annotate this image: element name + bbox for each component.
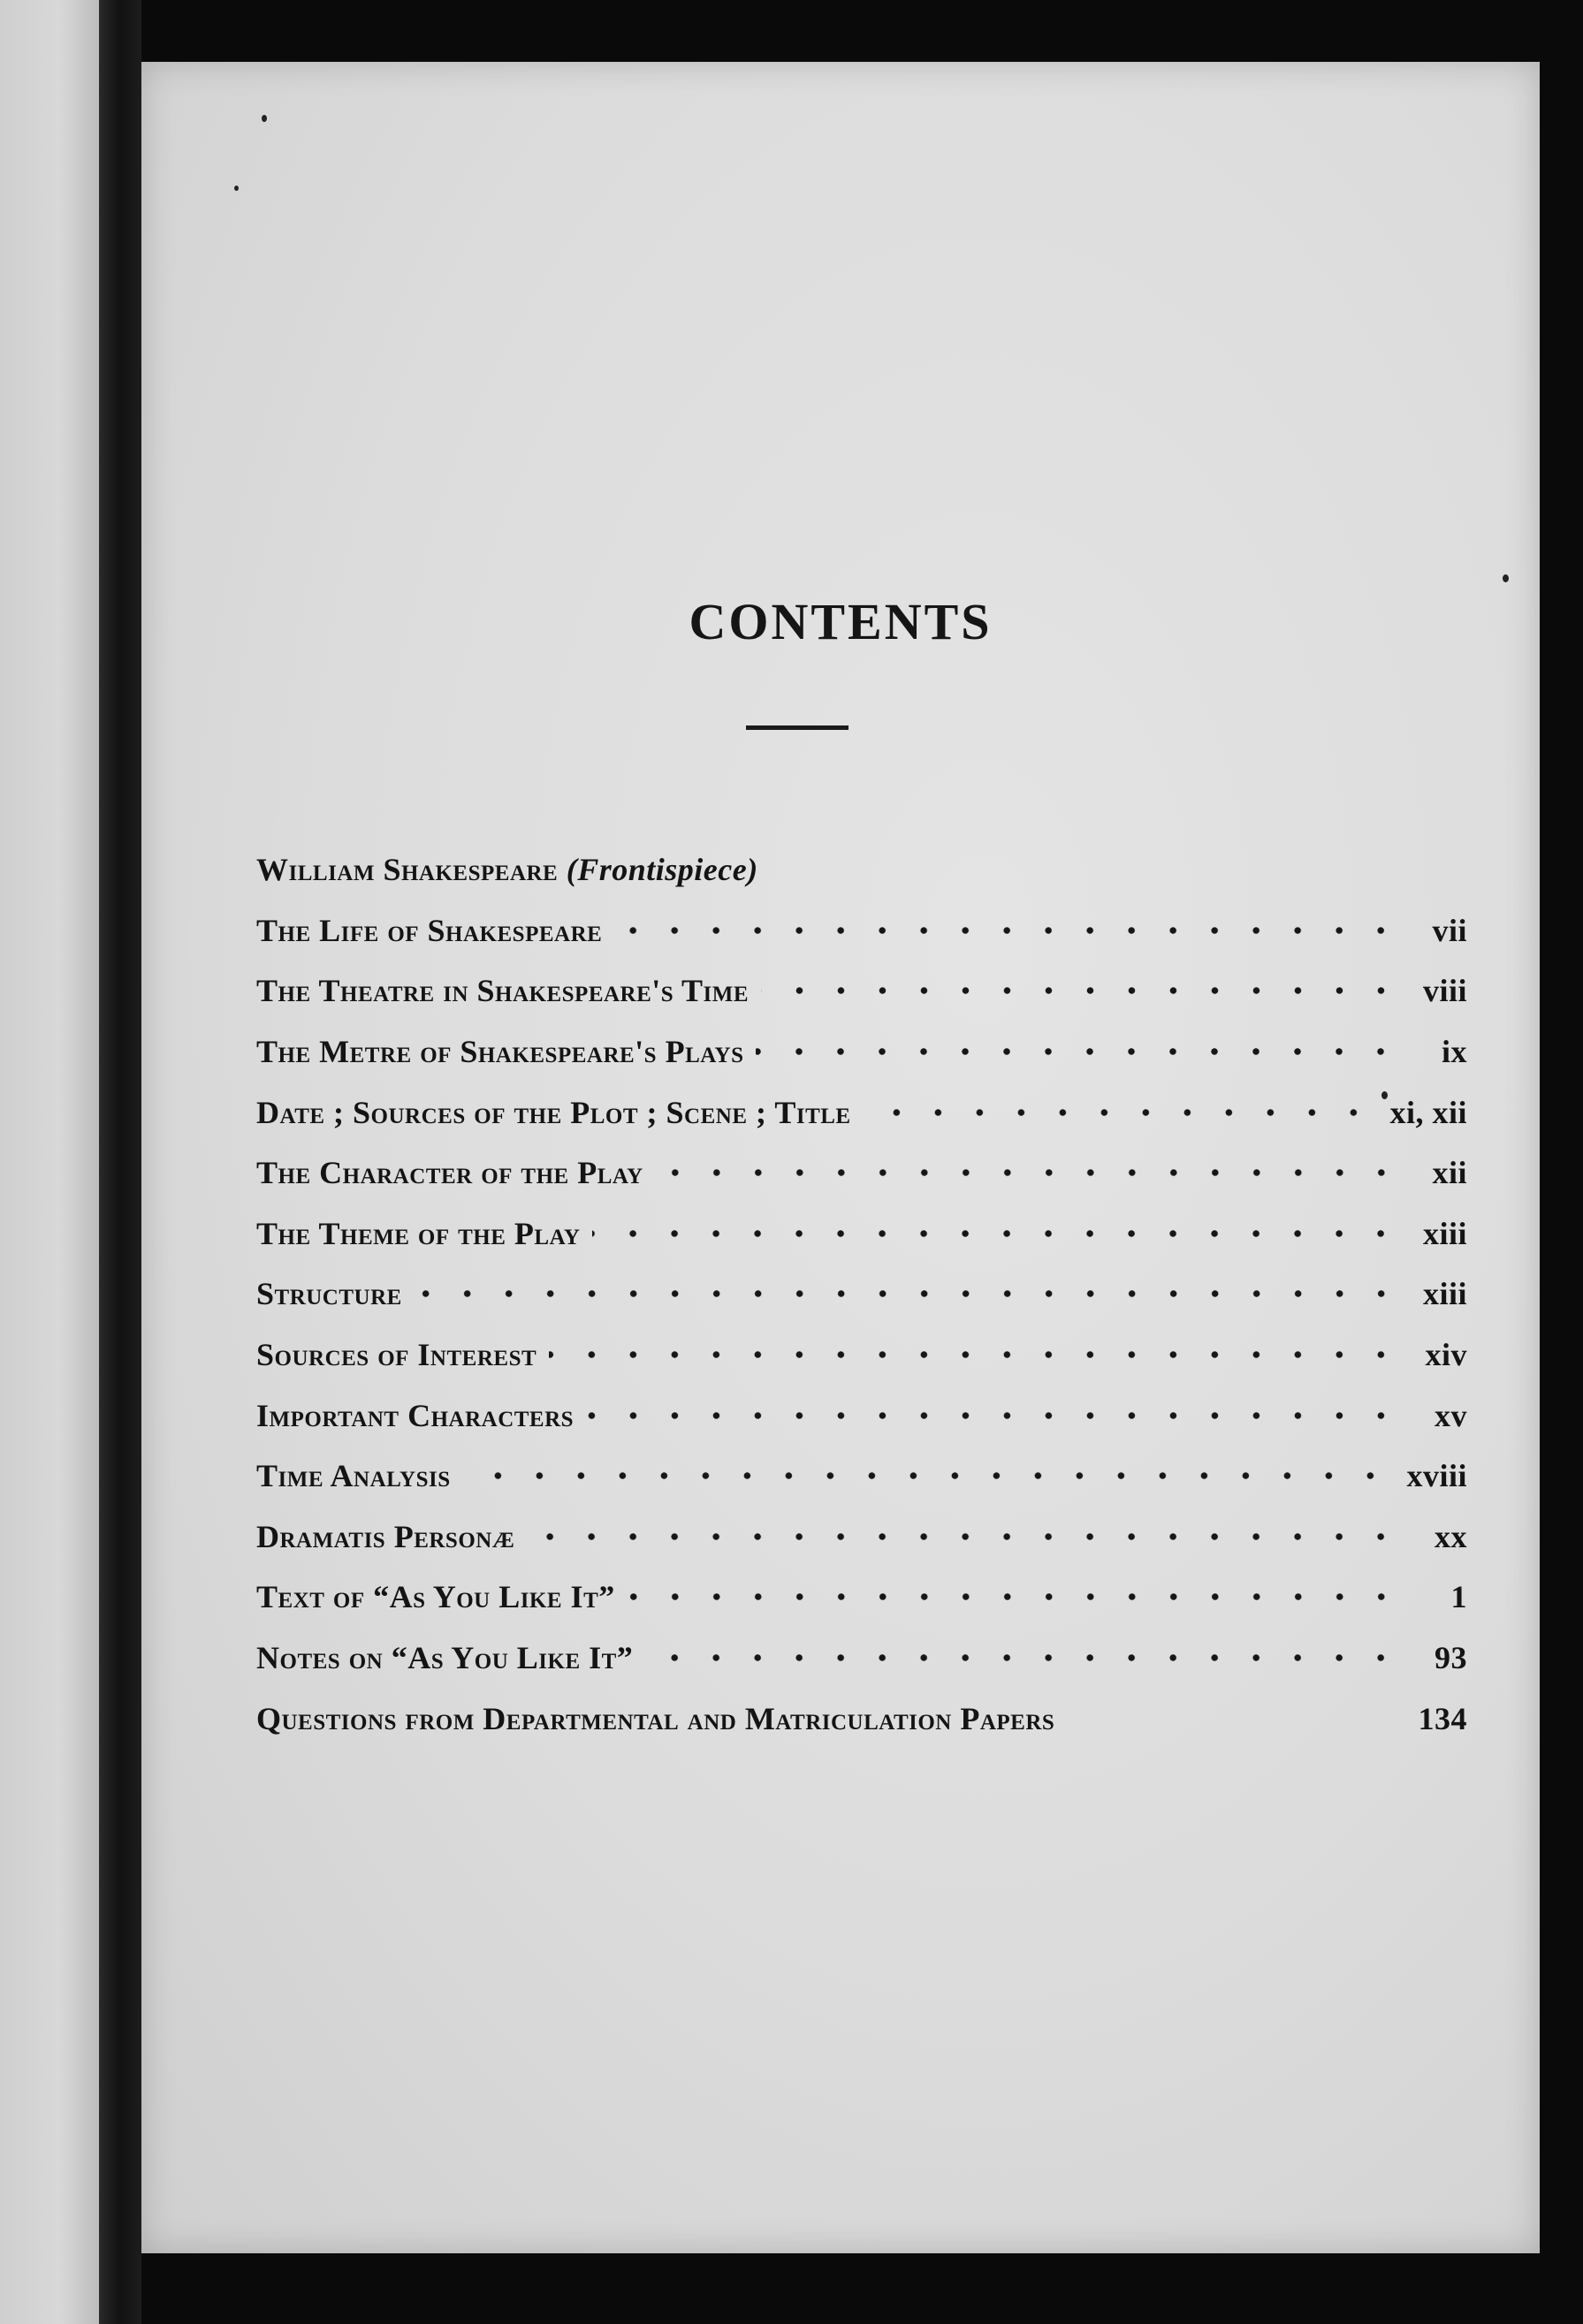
toc-entry-title: Important Characters — [256, 1397, 575, 1433]
toc-page-number: xii — [1432, 1155, 1467, 1191]
toc-page-number: xiii — [1422, 1276, 1467, 1312]
toc-page-number: 134 — [1418, 1700, 1467, 1736]
dot-leader — [656, 1157, 1402, 1189]
scan-border-right — [1540, 0, 1583, 2324]
dot-leader — [415, 1278, 1402, 1310]
toc-page-number: xi, xii — [1389, 1094, 1467, 1130]
toc-page-number: viii — [1422, 973, 1467, 1009]
toc-page-number: xiii — [1422, 1215, 1467, 1251]
dot-leader — [864, 1097, 1374, 1128]
toc-entry — [256, 1264, 1467, 1325]
dot-leader — [527, 1521, 1402, 1553]
scan-speck — [234, 186, 239, 191]
contents-list — [256, 839, 1467, 1749]
toc-entry-title: The Metre of Shakespeare's Plays — [256, 1034, 744, 1070]
toc-entry — [256, 1628, 1467, 1689]
toc-page-number: vii — [1432, 912, 1467, 948]
scan-border-bottom — [141, 2253, 1583, 2324]
dot-leader — [592, 1218, 1402, 1249]
toc-entry-title: Text of “As You Like It” — [256, 1579, 615, 1615]
toc-entry-title: Time Analysis — [256, 1458, 451, 1494]
scan-speck — [262, 115, 267, 122]
toc-entry — [256, 1446, 1467, 1507]
dot-leader — [463, 1460, 1391, 1492]
toc-entry — [256, 1143, 1467, 1204]
toc-entry-title: Notes on “As You Like It” — [256, 1640, 634, 1676]
toc-page-number: xviii — [1406, 1458, 1467, 1494]
dot-leader — [1067, 1703, 1402, 1735]
contents-page — [141, 62, 1540, 2253]
toc-page-number: xx — [1435, 1518, 1467, 1554]
dot-leader — [586, 1400, 1402, 1432]
toc-entry — [256, 1325, 1467, 1386]
dot-leader — [549, 1339, 1402, 1371]
toc-page-number: xiv — [1425, 1337, 1467, 1373]
toc-entry-title-text: William Shakespeare — [256, 852, 559, 888]
toc-entry-title: The Theme of the Play — [256, 1215, 581, 1251]
toc-entry-note: (Frontispiece) — [566, 852, 758, 888]
page-title: CONTENTS — [689, 593, 993, 650]
dot-leader — [614, 915, 1402, 946]
dot-leader — [761, 975, 1402, 1006]
dot-leader — [756, 1036, 1402, 1067]
toc-entry — [256, 1385, 1467, 1446]
toc-entry-title: Date ; Sources of the Plot ; Scene ; Title — [256, 1094, 851, 1130]
toc-entry-title: Sources of Interest — [256, 1337, 537, 1373]
toc-entry — [256, 1021, 1467, 1082]
dot-leader — [628, 1581, 1402, 1613]
toc-entry — [256, 1567, 1467, 1628]
toc-page-number: 1 — [1450, 1579, 1467, 1615]
toc-page-number: xv — [1435, 1397, 1467, 1433]
binding-gutter — [99, 0, 141, 2324]
toc-entry-title: The Theatre in Shakespeare's Time — [256, 973, 750, 1009]
toc-entry — [256, 839, 1467, 900]
toc-entry-title: The Life of Shakespeare — [256, 912, 603, 948]
toc-entry — [256, 1688, 1467, 1749]
toc-entry-title: Dramatis Personæ — [256, 1518, 515, 1554]
facing-page-edge — [0, 0, 99, 2324]
scan-speck — [1503, 574, 1509, 582]
toc-entry — [256, 1507, 1467, 1568]
toc-entry — [256, 1204, 1467, 1265]
toc-entry-title: Questions from Departmental and Matriculation Papers — [256, 1700, 1055, 1736]
toc-entry — [256, 961, 1467, 1021]
toc-page-number: ix — [1441, 1034, 1467, 1070]
toc-page-number: 93 — [1435, 1640, 1467, 1676]
toc-entry-title: Structure — [256, 1276, 402, 1312]
toc-entry — [256, 900, 1467, 961]
toc-entry-title — [256, 851, 771, 888]
toc-entry — [256, 1082, 1467, 1143]
scan-border-top — [141, 0, 1583, 62]
title-rule — [746, 725, 849, 730]
toc-entry-title: The Character of the Play — [256, 1155, 643, 1191]
dot-leader — [645, 1642, 1402, 1674]
